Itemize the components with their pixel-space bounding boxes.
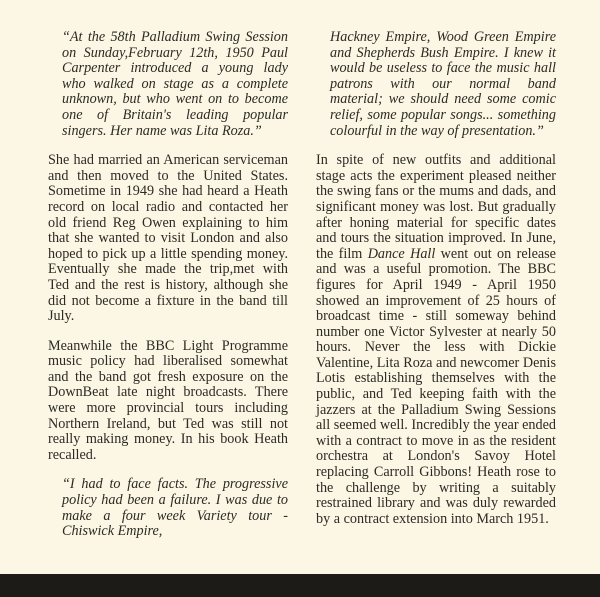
paragraph-text-start: In spite of new outfits and additional stage acts the experiment pleased neither the swing fans or the mums and dads, and significant money was lost. But gradually after honing material for specific dates and tours the situation improved. In June, the film bbox=[316, 152, 556, 262]
left-column bbox=[48, 30, 288, 554]
paragraph-text-end: went out on release and was a useful promotion. The BBC figures for April 1949 - April 1950 showed an improvement of 25 hours of broadcast time - still someway behind number one Victor Sylvester at nearly 50 hours. Never the less with Dickie Valentine, Lita Roza and newcomer Denis Lotis establishing themselves with the public, and Ted keeping faith with the jazzers at the Palladium Swing Sessions all seemed well. Incredibly the year ended with a contract to move in as the resident orchestra at London's Savoy Hotel replacing Carroll Gibbons! Heath rose to the challenge by writing a suitably restrained library and was duly rewarded by a contract extension into March 1951. bbox=[316, 245, 556, 527]
right-column bbox=[316, 30, 556, 541]
heath-quote-continued: Hackney Empire, Wood Green Empire and Shepherds Bush Empire. I knew it would be useless to face the music hall patrons with our normal band material; we should need some comic relief, some popular songs... something colourful in the way of presentation.” bbox=[330, 29, 556, 139]
opening-quote: “At the 58th Palladium Swing Session on Sunday,February 12th, 1950 Paul Carpenter introduced a young lady who walked on stage as a complete unknown, but who went on to become one of Britain's leading popular singers. Her name was Lita Roza.” bbox=[62, 29, 288, 139]
heath-quote-start: “I had to face facts. The progressive policy had been a failure. I was due to make a four week Variety tour - Chiswick Empire, bbox=[62, 476, 288, 540]
paragraph-savoy-contract bbox=[316, 153, 556, 527]
paragraph-bbc-policy: Meanwhile the BBC Light Programme music policy had liberalised somewhat and the band got fresh exposure on the DownBeat late night broadcasts. There were more provincial tours including Northern Ireland, but Ted was still not really making money. In his book Heath recalled. bbox=[48, 337, 288, 463]
film-title: Dance Hall bbox=[367, 245, 436, 262]
paragraph-lita-roza: She had married an American serviceman and then moved to the United States. Sometime in 1949 she had heard a Heath record on local radio and contacted her old friend Reg Owen explaining to him that she wanted to visit London and also hoped to pick up a little spending money. Eventually she made the trip,met with Ted and the rest is history, although she did not become a fixture in the band till July. bbox=[48, 152, 288, 325]
bottom-dark-band bbox=[0, 574, 600, 597]
